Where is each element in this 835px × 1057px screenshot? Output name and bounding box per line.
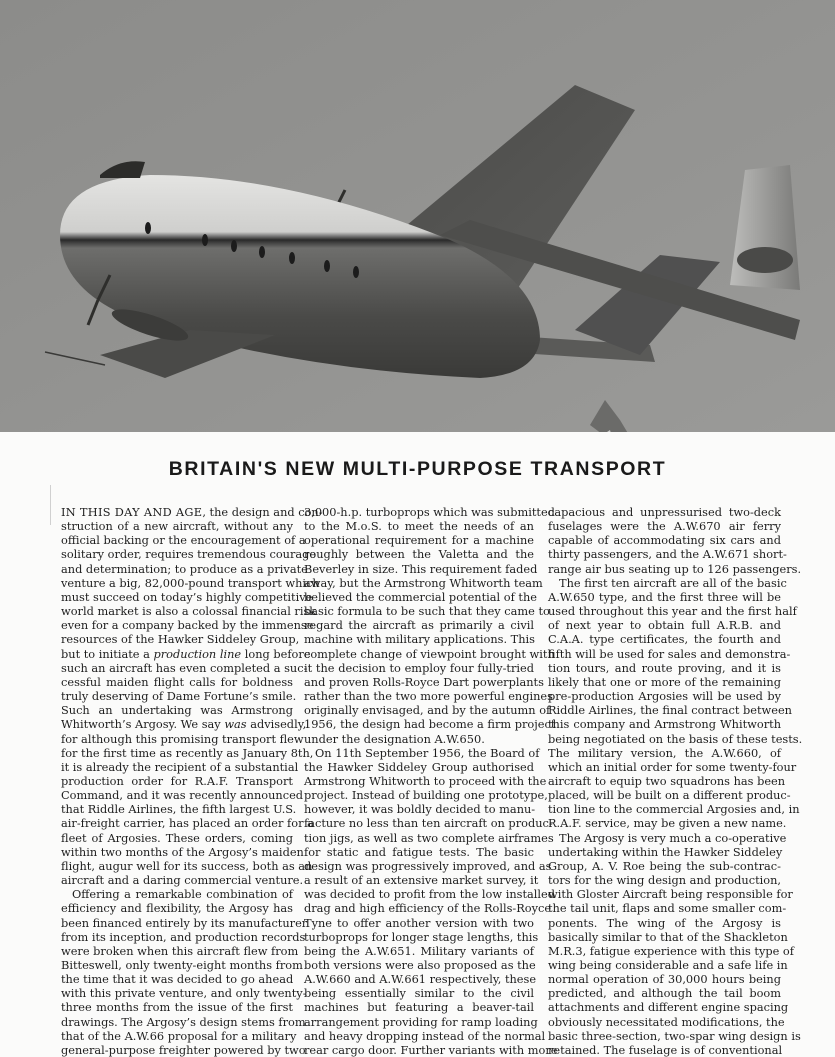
text-line: drawings. The Argosy’s design stems from xyxy=(61,1014,306,1029)
text-line: production order for R.A.F. Transport xyxy=(61,773,293,788)
text-line: with this private venture, and only twenty- xyxy=(61,986,307,1001)
text-line: Beverley in size. This requirement faded xyxy=(304,561,538,576)
text-line: the Hawker Siddeley Group authorised xyxy=(304,759,534,774)
text-line: from its inception, and production records xyxy=(61,929,306,944)
text-line: used throughout this year and the first half xyxy=(548,604,797,619)
text-line: placed, will be built on a different produc- xyxy=(548,788,791,803)
text-line: thirty passengers, and the A.W.671 short- xyxy=(548,547,787,562)
text-line: and determination; to produce as a private xyxy=(61,561,308,576)
text-line: Such an undertaking was Armstrong xyxy=(61,703,293,718)
text-line: machines but featuring a beaver-tail xyxy=(304,1000,534,1015)
text-line: fifth will be used for sales and demonstra- xyxy=(548,646,791,661)
text-line: being essentially similar to the civil xyxy=(304,986,534,1001)
text-line: predicted, and although the tail boom xyxy=(548,986,781,1001)
text-line: truly deserving of Dame Fortune’s smile. xyxy=(61,689,297,704)
text-line: capable of accommodating six cars and xyxy=(548,533,781,548)
text-line: M.R.3, fatigue experience with this type of xyxy=(548,943,794,958)
text-line: The first ten aircraft are all of the basic xyxy=(559,575,787,590)
text-line: complete change of viewpoint brought with xyxy=(304,646,555,661)
text-line: undertaking within the Hawker Siddeley xyxy=(548,844,783,859)
text-line: Group, A. V. Roe being the sub-contrac- xyxy=(548,858,781,873)
text-line: both versions were also proposed as the xyxy=(304,958,536,972)
text-line: 3,000-h.p. turboprops which was submitted xyxy=(304,505,555,519)
text-line: The Argosy is very much a co-operative xyxy=(559,830,787,845)
text-line: capacious and unpressurised two-deck xyxy=(548,505,781,519)
text-line: wing being considerable and a safe life in xyxy=(548,958,788,972)
article-column-2 xyxy=(304,505,558,1057)
text-line: this company and Armstrong Whitworth xyxy=(548,717,781,732)
text-line: but to initiate a production line long before xyxy=(61,646,311,661)
text-line: the time that it was decided to go ahead xyxy=(61,972,294,987)
text-line: roughly between the Valetta and the xyxy=(304,547,534,562)
text-line: IN THIS DAY AND AGE, the design and con- xyxy=(61,505,323,519)
text-line: general-purpose freighter powered by two xyxy=(61,1042,306,1057)
text-line: believed the commercial potential of the xyxy=(304,589,537,604)
text-line: arrangement providing for ramp loading xyxy=(304,1014,538,1029)
text-line: Whitworth’s Argosy. We say was advisedly, xyxy=(61,717,307,732)
text-line: it is already the recipient of a substantial xyxy=(61,759,299,774)
text-line: aircraft to equip two squadrons has been xyxy=(548,773,786,788)
text-line: basically similar to that of the Shackleton xyxy=(548,929,788,944)
text-line: operational requirement for a machine xyxy=(304,533,534,548)
text-line: the tail unit, flaps and some smaller com- xyxy=(548,901,787,916)
text-line: aircraft and a daring commercial venture. xyxy=(61,873,304,888)
text-line: official backing or the encouragement of a xyxy=(61,533,306,548)
text-line: which an initial order for some twenty-four xyxy=(548,759,797,774)
text-line: resources of the Hawker Siddeley Group, xyxy=(61,632,300,647)
text-line: tors for the wing design and production, xyxy=(548,873,781,888)
text-line: a result of an extensive market survey, it xyxy=(304,873,539,888)
text-line: for the first time as recently as January 8th, xyxy=(61,745,314,760)
text-line: struction of a new aircraft, without any xyxy=(61,519,293,534)
text-line: basic three-section, two-spar wing design is xyxy=(548,1028,801,1043)
text-line: tion line to the commercial Argosies and, in xyxy=(548,802,800,817)
text-line: fleet of Argosies. These orders, coming xyxy=(61,830,293,845)
text-line: world market is also a colossal financial risk xyxy=(61,604,317,619)
text-line: 1956, the design had become a firm project xyxy=(304,717,556,732)
text-line: that Riddle Airlines, the fifth largest U.S. xyxy=(61,802,297,817)
text-line: A.W.650 type, and the first three will be xyxy=(548,589,781,604)
text-line: rather than the two more powerful engines xyxy=(304,689,553,704)
text-line: for static and fatigue tests. The basic xyxy=(304,844,534,859)
text-line: normal operation of 30,000 hours being xyxy=(548,972,781,987)
aircraft-illustration xyxy=(0,0,835,432)
text-line: to the M.o.S. to meet the needs of an xyxy=(304,519,534,534)
text-line: A.W.660 and A.W.661 respectively, these xyxy=(304,972,537,987)
text-line: for although this promising transport flew xyxy=(61,731,304,746)
text-line: tion jigs, as well as two complete airframes xyxy=(304,830,554,845)
text-line: three months from the issue of the first xyxy=(61,1000,293,1015)
text-line: originally envisaged, and by the autumn of xyxy=(304,703,551,718)
text-line: efficiency and flexibility, the Argosy has xyxy=(61,901,293,916)
text-line: Offering a remarkable combination of xyxy=(72,887,293,902)
text-line: pre-production Argosies will be used by xyxy=(548,689,781,704)
text-line: The military version, the A.W.660, of xyxy=(548,745,781,760)
text-line: must succeed on today’s highly competitive xyxy=(61,589,313,604)
text-line: facture no less than ten aircraft on produc- xyxy=(304,816,553,831)
text-line: tion tours, and route proving, and it is xyxy=(548,660,781,675)
article-title: BRITAIN'S NEW MULTI-PURPOSE TRANSPORT xyxy=(168,458,667,480)
text-line: solitary order, requires tremendous courage xyxy=(61,547,317,562)
text-line: drag and high efficiency of the Rolls-Royce xyxy=(304,901,552,916)
text-line: flight, augur well for its success, both as an xyxy=(61,858,313,873)
text-line: fuselages were the A.W.670 air ferry xyxy=(548,519,781,534)
text-line: attachments and different engine spacing xyxy=(548,1000,789,1015)
text-line: likely that one or more of the remaining xyxy=(548,674,781,689)
text-line: being the A.W.651. Military variants of xyxy=(304,943,534,958)
text-line: Bitteswell, only twenty-eight months from xyxy=(61,958,303,972)
text-line: it the decision to employ four fully-tried xyxy=(304,660,534,675)
text-line: design was progressively improved, and as xyxy=(304,858,552,873)
text-line: R.A.F. service, may be given a new name. xyxy=(548,816,787,831)
text-line: rear cargo door. Further variants with more xyxy=(304,1042,558,1057)
text-line: and heavy dropping instead of the normal xyxy=(304,1028,546,1043)
text-line: retained. The fuselage is of conventional xyxy=(548,1042,783,1057)
text-line: even for a company backed by the immense xyxy=(61,618,314,633)
text-line: Tyne to offer another version with two xyxy=(304,915,534,930)
text-line: however, it was boldly decided to manu- xyxy=(304,802,536,817)
text-line: range air bus seating up to 126 passengers. xyxy=(548,561,802,576)
text-line: basic formula to be such that they came to xyxy=(304,604,550,619)
text-line: being negotiated on the basis of these tests. xyxy=(548,731,803,746)
text-line: with Gloster Aircraft being responsible for xyxy=(548,887,793,902)
text-line: Armstrong Whitworth to proceed with the xyxy=(304,773,547,788)
text-line: and proven Rolls-Royce Dart powerplants xyxy=(304,674,544,689)
text-line: On 11th September 1956, the Board of xyxy=(315,745,540,760)
text-line: venture a big, 82,000-pound transport which xyxy=(61,575,320,590)
text-line: that of the A.W.66 proposal for a military xyxy=(61,1028,297,1043)
aircraft-photo xyxy=(0,0,835,432)
text-line: under the designation A.W.650. xyxy=(304,731,485,746)
article-column-1 xyxy=(61,505,323,1057)
text-line: away, but the Armstrong Whitworth team xyxy=(304,575,543,590)
text-line: turboprops for longer stage lengths, this xyxy=(304,929,539,944)
text-line: of next year to obtain full A.R.B. and xyxy=(548,618,781,633)
text-line: were broken when this aircraft flew from xyxy=(61,943,299,958)
text-line: ponents. The wing of the Argosy is xyxy=(548,915,781,930)
lead-in: IN THIS DAY AND AGE xyxy=(61,505,203,519)
text-line: been financed entirely by its manufacturer xyxy=(61,915,308,930)
text-line: air-freight carrier, has placed an order for a xyxy=(61,816,314,831)
text-line: regard the aircraft as primarily a civil xyxy=(304,618,534,633)
text-line: was decided to profit from the low installed xyxy=(304,887,556,902)
text-line: such an aircraft has even completed a suc- xyxy=(61,660,308,675)
article-column-3 xyxy=(548,505,803,1057)
text-line: Riddle Airlines, the final contract between xyxy=(548,703,792,718)
text-line: cessful maiden flight calls for boldness xyxy=(61,674,293,689)
text-line: project. Instead of building one prototype, xyxy=(304,788,548,803)
text-line: obviously necessitated modifications, the xyxy=(548,1014,785,1029)
text-line: C.A.A. type certificates, the fourth and xyxy=(548,632,781,647)
text-line: machine with military applications. This xyxy=(304,632,535,647)
text-line: within two months of the Argosy’s maiden xyxy=(61,844,304,859)
text-line: Command, and it was recently announced xyxy=(61,788,304,803)
margin-rule xyxy=(50,485,51,525)
